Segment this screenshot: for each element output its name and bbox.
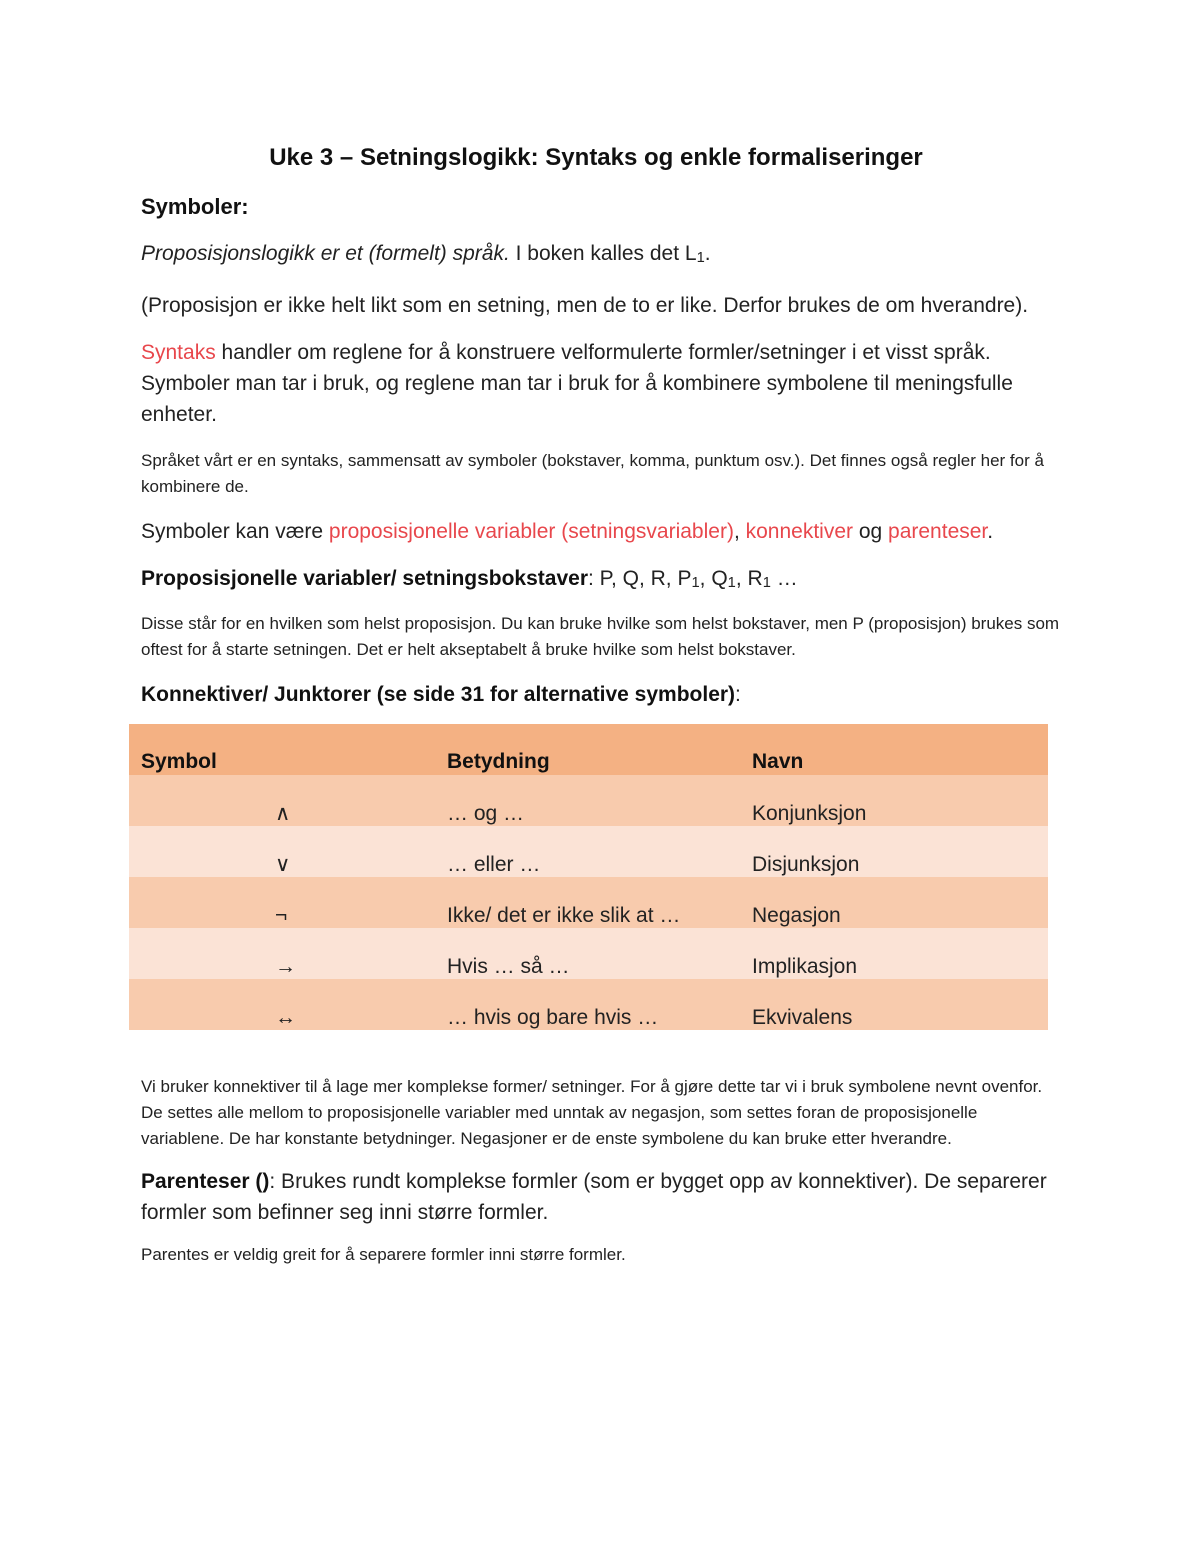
syntaks-term: Syntaks [141,341,216,364]
cell-symbol: ∨ [275,853,291,876]
paragraph-konnektiver [141,679,1061,710]
header-navn: Navn [752,750,804,773]
paragraph-parenteser [141,1166,1061,1228]
cell-symbol: → [275,955,296,978]
cell-meaning: … og … [447,802,525,825]
konnektiver-label: Konnektiver/ Junktorer (se side 31 for alternative symboler) [141,683,736,706]
cell-name: Disjunksjon [752,853,860,876]
symbol-types-c: og [853,520,889,543]
symbol-types-b: , [733,520,746,543]
table-row [129,877,1048,928]
variabler-mid-1: , Q [699,567,728,590]
cell-name: Ekvivalens [752,1006,853,1029]
variabler-label: Proposisjonelle variabler/ setningsbokstaver [141,567,588,590]
table-row [129,826,1048,877]
variabler-sub-1: 1 [691,575,700,591]
variabler-mid-2: , R [735,567,763,590]
definition-rest: I boken kalles det L [509,242,697,265]
paragraph-spraket: Språket vårt er en syntaks, sammensatt av symboler (bokstaver, komma, punktum osv.). Det finnes også regler her for å kombinere de. [141,451,1044,496]
definition-subscript: 1 [696,250,705,266]
table-header-row [129,724,1048,775]
term-konnektiver: konnektiver [745,520,853,543]
paragraph-definition [141,238,1061,274]
paragraph-parentes: Parentes er veldig greit for å separere formler inni større formler. [141,1245,626,1264]
cell-symbol: ¬ [275,904,288,927]
parenteser-rest: : Brukes rundt komplekse formler (som er bygget opp av konnektiver). De separerer formler som befinner seg inni større formler. [141,1170,1047,1224]
cell-name: Konjunksjon [752,802,867,825]
cell-name: Implikasjon [752,955,858,978]
paragraph-proposisjon: (Proposisjon er ikke helt likt som en setning, men de to er like. Derfor brukes de om hverandre). [141,294,1029,317]
header-betydning: Betydning [447,750,550,773]
variabler-end: … [770,567,798,590]
cell-meaning: Ikke/ det er ikke slik at … [447,904,681,927]
connectives-table [129,724,1048,1030]
section-heading-symboler: Symboler: [141,194,249,219]
table-row [129,775,1048,826]
variabler-rest: : P, Q, R, P [588,567,692,590]
term-parenteser: parenteser [888,520,988,543]
page-title: Uke 3 – Setningslogikk: Syntaks og enkle formaliseringer [269,144,923,171]
cell-meaning: Hvis … så … [447,955,570,978]
term-proposisjonelle-variabler: proposisjonelle variabler (setningsvariabler) [328,520,734,543]
konnektiver-end: : [735,683,741,706]
symbol-types-a: Symboler kan være [141,520,329,543]
paragraph-syntaks [141,337,1061,430]
cell-symbol: ∧ [275,802,291,825]
header-symbol: Symbol [141,750,217,773]
cell-symbol: ↔ [275,1006,296,1029]
cell-meaning: … eller … [447,853,541,876]
paragraph-variabler [141,563,1061,599]
table-row [129,979,1048,1030]
symbol-types-d: . [987,520,994,543]
definition-end: . [704,242,711,265]
paragraph-symbol-types [141,516,1061,547]
variabler-sub-2: 1 [727,575,736,591]
variabler-sub-3: 1 [762,575,771,591]
paragraph-disse: Disse står for en hvilken som helst proposisjon. Du kan bruke hvilke som helst bokstaver, men P (proposisjon) brukes som oftest for å starte setningen. Det er helt akseptabelt å bruke hvilke som helst bokstaver. [141,614,1060,659]
document-content [141,138,1061,1268]
syntaks-rest: handler om reglene for å konstruere velformulerte formler/setninger i et visst språk. Symboler man tar i bruk, og reglene man tar i bruk for å kombinere symbolene til meningsfulle enheter. [141,341,1013,426]
cell-name: Negasjon [752,904,841,927]
cell-meaning: … hvis og bare hvis … [447,1006,659,1029]
parenteser-label: Parenteser () [141,1170,270,1193]
table-row [129,928,1048,979]
definition-italic: Proposisjonslogikk er et (formelt) språk. [141,242,510,265]
paragraph-vi-bruker: Vi bruker konnektiver til å lage mer komplekse former/ setninger. For å gjøre dette tar vi i bruk symbolene nevnt ovenfor. De settes alle mellom to proposisjonelle variabler med unntak av negasjon, som settes foran de proposisjonelle variablene. De har konstante betydninger. Negasjoner er de enste symbolene du kan bruke etter hverandre. [141,1077,1043,1148]
